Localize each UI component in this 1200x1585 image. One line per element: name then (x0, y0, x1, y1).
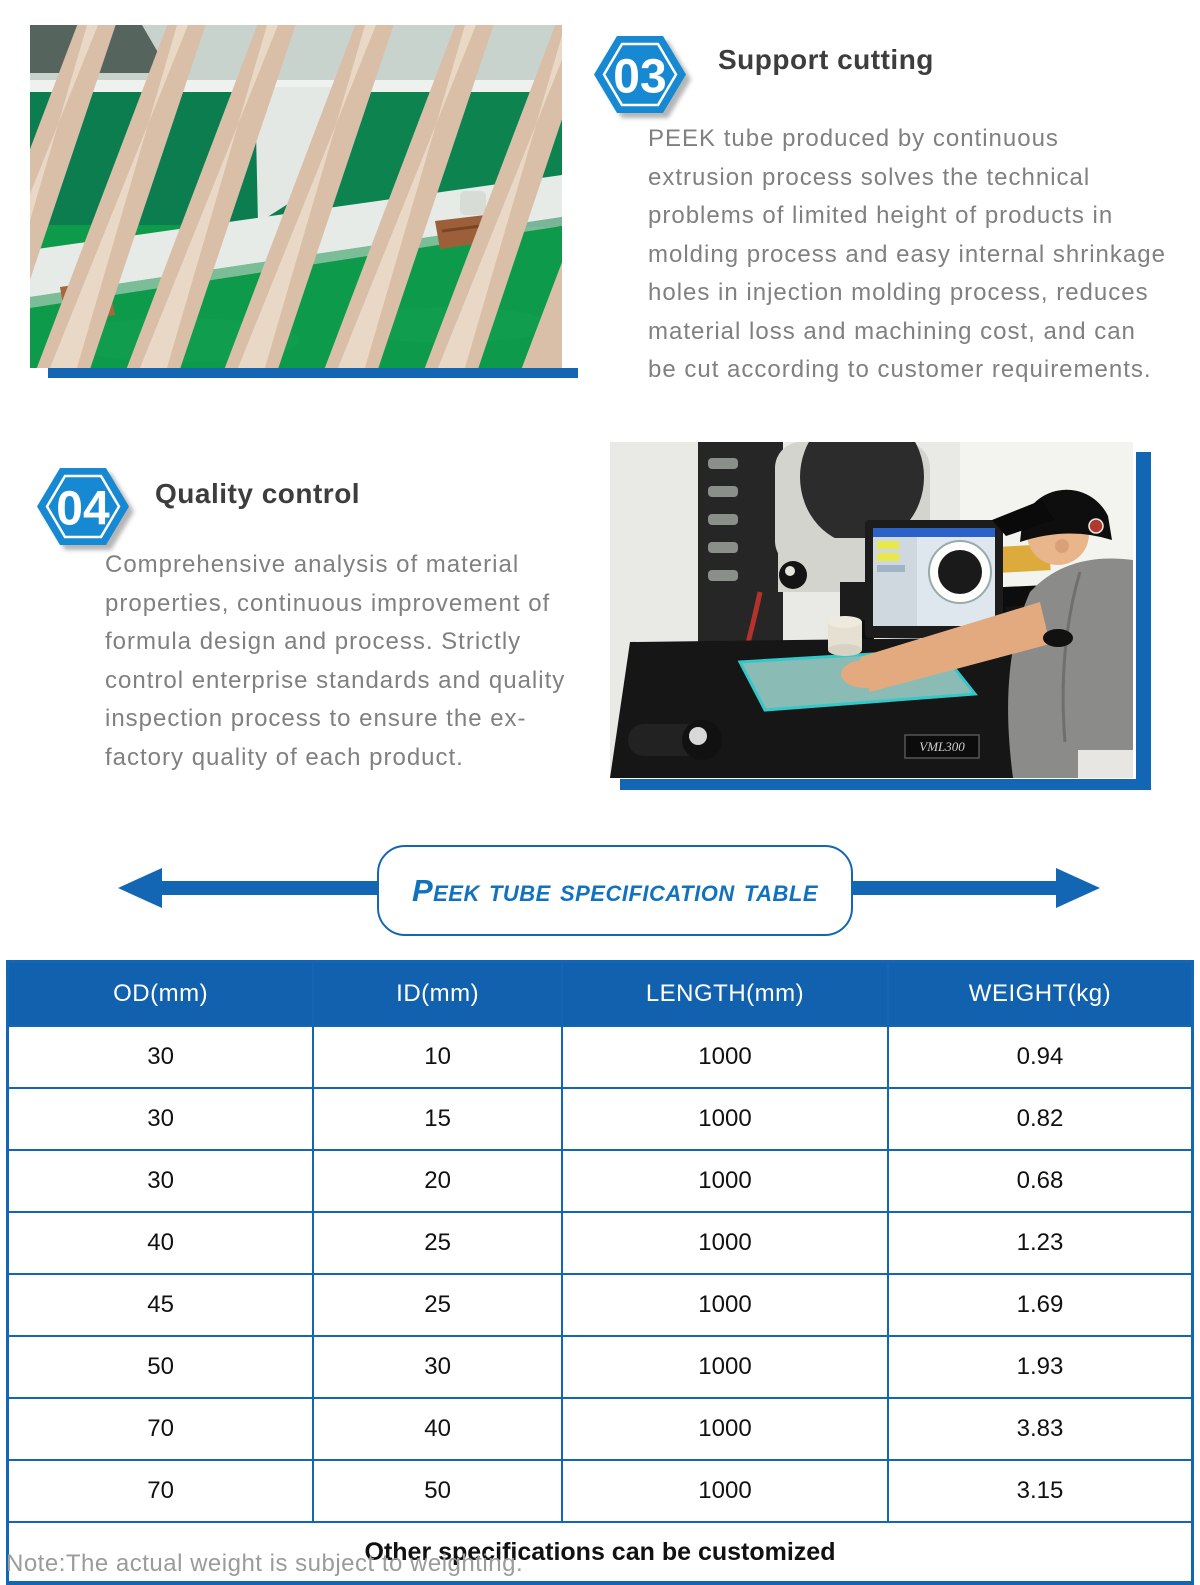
photo2-right-accent-bar (1136, 452, 1151, 789)
spec-table-body (8, 1026, 1193, 1522)
table-cell: 1000 (562, 1398, 888, 1460)
hexagon-badge-04-icon (33, 459, 133, 554)
table-row (8, 1088, 1193, 1150)
table-cell: 30 (8, 1026, 314, 1088)
table-cell: 0.82 (888, 1088, 1193, 1150)
machine-label: VML300 (919, 739, 965, 754)
photo1-accent-bar (48, 368, 578, 378)
table-cell: 25 (313, 1212, 562, 1274)
table-row (8, 1212, 1193, 1274)
quality-control-title: Quality control (155, 478, 361, 509)
photo2-bottom-accent-bar (620, 779, 1151, 790)
table-cell: 1.23 (888, 1212, 1193, 1274)
table-cell: 1000 (562, 1460, 888, 1522)
badge-number: 03 (613, 50, 667, 104)
spec-table-banner-label: Peek tube specification table (411, 872, 819, 908)
right-arrow-icon (848, 866, 1100, 910)
spec-table-banner (377, 845, 853, 936)
table-cell: 50 (8, 1336, 314, 1398)
spec-table-header (8, 962, 1193, 1027)
table-cell: 20 (313, 1150, 562, 1212)
table-cell: 70 (8, 1460, 314, 1522)
table-cell: 1.93 (888, 1336, 1193, 1398)
table-cell: 3.15 (888, 1460, 1193, 1522)
table-cell: 1.69 (888, 1274, 1193, 1336)
badge-number: 04 (56, 482, 110, 536)
table-cell: 1000 (562, 1088, 888, 1150)
table-row (8, 1026, 1193, 1088)
header-row (8, 962, 1193, 1027)
table-cell: 40 (313, 1398, 562, 1460)
support-cutting-title: Support cutting (718, 44, 934, 75)
peek-tubes-photo (30, 25, 562, 368)
table-cell: 15 (313, 1088, 562, 1150)
table-cell: 30 (8, 1088, 314, 1150)
header-id: ID(mm) (313, 962, 562, 1027)
table-cell: 0.68 (888, 1150, 1193, 1212)
table-row (8, 1274, 1193, 1336)
table-cell: 1000 (562, 1150, 888, 1212)
table-row (8, 1398, 1193, 1460)
table-cell: 45 (8, 1274, 314, 1336)
left-arrow-icon (118, 866, 378, 910)
peek-tubes-illustration (30, 25, 562, 368)
table-cell: 50 (313, 1460, 562, 1522)
table-cell: 1000 (562, 1026, 888, 1088)
spec-table (6, 960, 1194, 1585)
table-cell: 30 (313, 1336, 562, 1398)
quality-control-paragraph: Comprehensive analysis of material properties, continuous improvement of formula design and process. Strictly control enterprise standards and quality inspection process to ensure the ex-factory quality of each product. (105, 551, 566, 771)
header-od: OD(mm) (8, 962, 314, 1027)
table-row (8, 1336, 1193, 1398)
table-cell: 10 (313, 1026, 562, 1088)
table-cell: 1000 (562, 1336, 888, 1398)
table-row (8, 1150, 1193, 1212)
table-row (8, 1460, 1193, 1522)
header-length: LENGTH(mm) (562, 962, 888, 1027)
table-cell: 1000 (562, 1212, 888, 1274)
support-cutting-paragraph: PEEK tube produced by continuous extrusion process solves the technical problems of limited height of products in molding process and easy internal shrinkage holes in injection molding process, reduces material loss and machining cost, and can be cut according to customer requirements. (648, 125, 1166, 383)
quality-control-illustration (610, 442, 1133, 778)
hexagon-badge-03-icon (590, 27, 690, 122)
table-cell: 70 (8, 1398, 314, 1460)
table-cell: 3.83 (888, 1398, 1193, 1460)
header-weight: WEIGHT(kg) (888, 962, 1193, 1027)
table-cell: 0.94 (888, 1026, 1193, 1088)
table-cell: 1000 (562, 1274, 888, 1336)
weight-note: Note:The actual weight is subject to weighting. (6, 1550, 524, 1577)
quality-control-photo (610, 442, 1133, 778)
footer-cell: Other specifications can be customized (8, 1522, 1193, 1584)
table-cell: 25 (313, 1274, 562, 1336)
table-cell: 40 (8, 1212, 314, 1274)
table-cell: 30 (8, 1150, 314, 1212)
